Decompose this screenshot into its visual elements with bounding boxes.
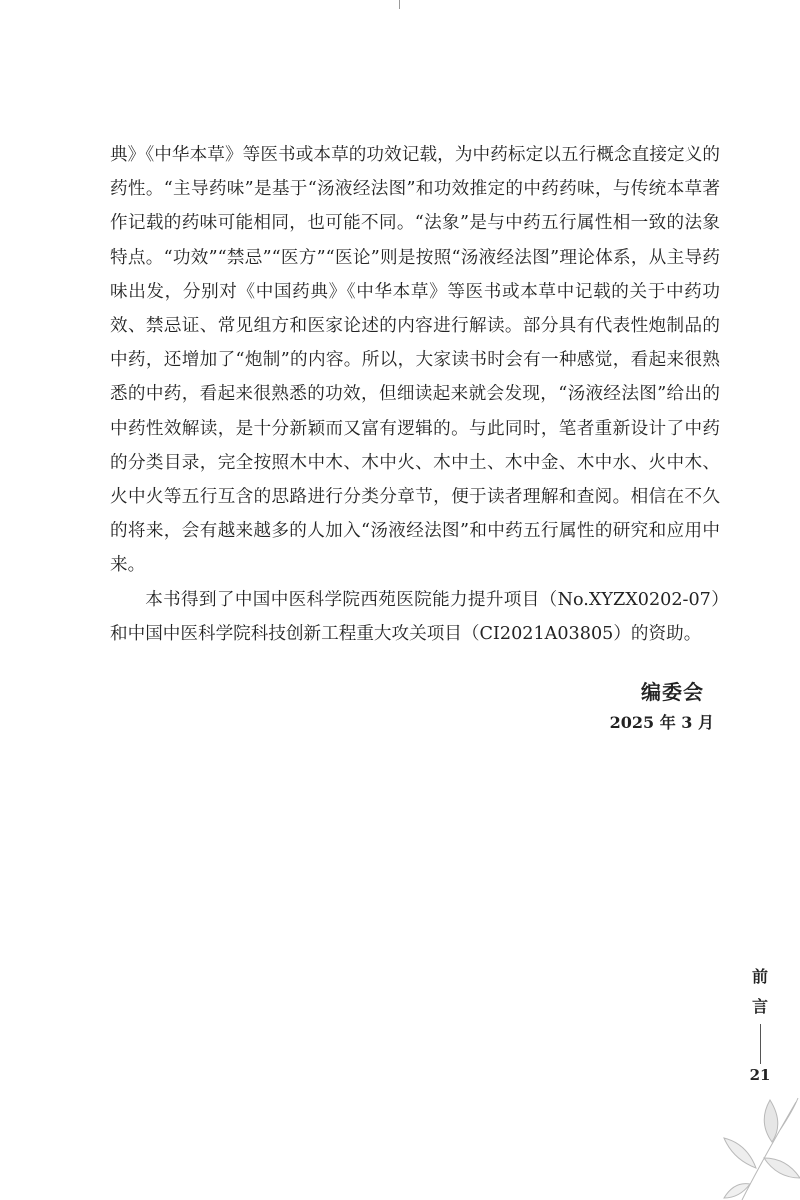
paragraph-funding: 本书得到了中国中医科学院西苑医院能力提升项目（No.XYZX0202-07）和中国中医科学院科技创新工程重大攻关项目（CI2021A03805）的资助。 bbox=[110, 589, 720, 644]
section-label-char-1: 前 bbox=[751, 967, 768, 986]
signature-name: 编委会 bbox=[641, 680, 704, 704]
preface-body bbox=[110, 138, 720, 651]
signature-date: 2025 年 3 月 bbox=[609, 713, 714, 732]
section-label-char-2: 言 bbox=[751, 997, 768, 1016]
top-center-tick bbox=[399, 0, 400, 9]
section-label bbox=[747, 962, 773, 1022]
paragraph-continued: 典》《中华本草》等医书或本草的功效记载，为中药标定以五行概念直接定义的药性。“主导药味”是基于“汤液经法图”和功效推定的中药药味，与传统本草著作记载的药味可能相同，也可能不同。“法象”是与中药五行属性相一致的法象特点。“功效”“禁忌”“医方”“医论”则是按照“汤液经法图”理论体系，从主导药味出发，分别对《中国药典》《中华本草》等医书或本草中记载的关于中药功效、禁忌证、常见组方和医家论述的内容进行解读。部分具有代表性炮制品的中药，还增加了“炮制”的内容。所以，大家读书时会有一种感觉，看起来很熟悉的中药，看起来很熟悉的功效，但细读起来就会发现，“汤液经法图”给出的中药性效解读，是十分新颖而又富有逻辑的。与此同时，笔者重新设计了中药的分类目录，完全按照木中木、木中火、木中土、木中金、木中水、火中木、火中火等五行互含的思路进行分类分章节，便于读者理解和查阅。相信在不久的将来，会有越来越多的人加入“汤液经法图”和中药五行属性的研究和应用中来。 bbox=[110, 145, 720, 576]
page-number: 21 bbox=[749, 1066, 771, 1084]
leaf-branch-icon bbox=[722, 1088, 800, 1200]
side-divider bbox=[760, 1024, 761, 1064]
